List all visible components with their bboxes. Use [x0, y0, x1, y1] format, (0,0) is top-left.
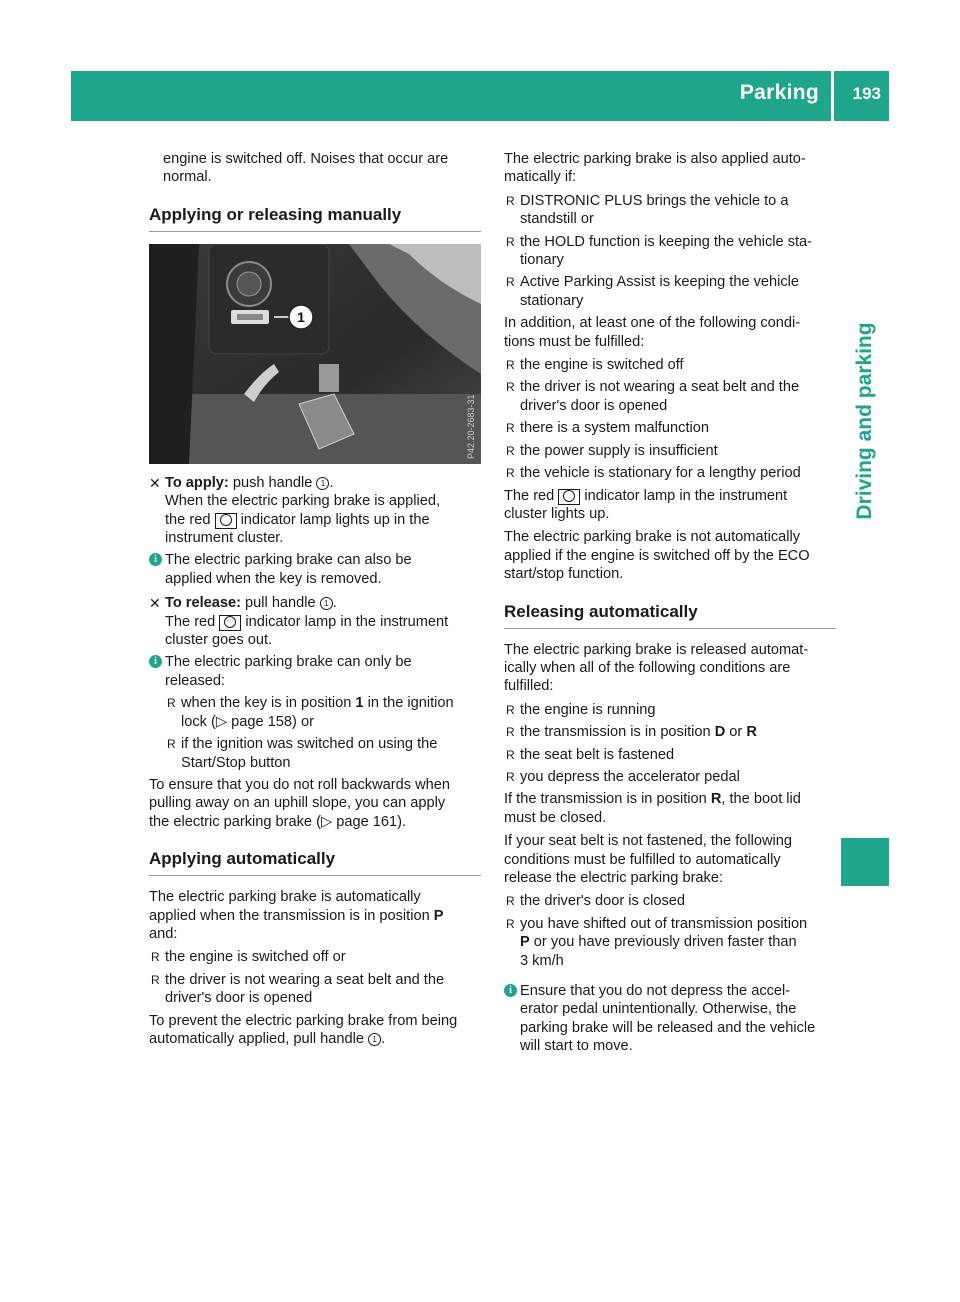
list-item: R the driver's door is closed — [504, 892, 836, 910]
list-item: R the driver is not wearing a seat belt and the driver's door is opened — [504, 378, 836, 415]
heading-auto-release: Releasing automatically — [504, 602, 836, 629]
page-ref-triangle-icon: ▷ — [215, 713, 228, 730]
info-icon: i — [149, 553, 162, 566]
intro-text: engine is switched off. Noises that occur are normal. — [163, 151, 449, 186]
list-item: R when the key is in position 1 in the ignition lock (▷ page 158) or — [165, 694, 481, 731]
info-note-release: i The electric parking brake can only be released: R when the key is in position 1 in the ignition lock (▷ page 158) or R if the ignition was switched on using the Start/Stop button — [149, 653, 481, 771]
page-reference-link[interactable]: page 158) or — [231, 713, 314, 730]
chapter-side-tab — [841, 238, 889, 603]
list-item: R the engine is running — [504, 701, 836, 719]
left-column — [149, 150, 481, 1053]
list-item: R the seat belt is fastened — [504, 746, 836, 764]
prevent-text: To prevent the electric parking brake from being automatically applied, pull handle 1 . — [149, 1012, 458, 1047]
info-icon: i — [504, 984, 517, 997]
also-applied-text: The electric parking brake is also applied auto- matically if: — [504, 151, 806, 186]
seat-belt-text: If your seat belt is not fastened, the following conditions must be fulfilled to automatically release the electric parking brake: — [504, 833, 792, 886]
parking-brake-lamp-icon — [215, 513, 237, 529]
list-item: R you depress the accelerator pedal — [504, 768, 836, 786]
right-column — [504, 150, 836, 1060]
list-item: R the engine is switched off or — [149, 948, 481, 966]
list-item: R the engine is switched off — [504, 356, 836, 374]
header-bar — [71, 71, 889, 121]
heading-manual: Applying or releasing manually — [149, 205, 481, 232]
list-item: R you have shifted out of transmission position P or you have previously driven faster than 3 km/h — [504, 915, 836, 970]
apply-step: ✕ To apply: push handle 1 . When the electric parking brake is applied, the red indicator lamp lights up in the instrument cluster. — [149, 474, 440, 547]
chapter-label: Driving and parking — [853, 321, 876, 520]
arrow-right-icon: ✕ — [149, 474, 161, 491]
roll-back-text: To ensure that you do not roll backwards when pulling away on an uphill slope, you can apply the electric parking brake (▷ page 161). — [149, 776, 450, 830]
parking-brake-handle-photo — [149, 244, 481, 464]
list-item: R the transmission is in position D or R — [504, 723, 836, 741]
conditions-text: In addition, at least one of the following condi- tions must be fulfilled: — [504, 315, 801, 350]
callout-1-icon: 1 — [368, 1033, 381, 1046]
section-title: Parking — [739, 81, 819, 104]
list-item: R DISTRONIC PLUS brings the vehicle to a standstill or — [504, 192, 836, 229]
list-item: R there is a system malfunction — [504, 419, 836, 437]
header-separator — [831, 71, 834, 121]
release-conditions-text: The electric parking brake is released automat- ically when all of the following conditions are fulfilled: — [504, 641, 809, 695]
callout-1-icon: 1 — [320, 597, 333, 610]
auto-apply-text: The electric parking brake is automatically applied when the transmission is in position P and: — [149, 889, 444, 942]
parking-brake-lamp-icon — [558, 489, 580, 505]
list-item: R if the ignition was switched on using the Start/Stop button — [165, 735, 481, 772]
heading-auto-apply: Applying automatically — [149, 849, 481, 876]
page-reference-link[interactable]: page 161). — [336, 813, 407, 830]
info-note-accelerator: i Ensure that you do not depress the accel- erator pedal unintentionally. Otherwise, the parking brake will be released and the vehicle will start to move. — [504, 982, 836, 1056]
list-item: R Active Parking Assist is keeping the vehicle stationary — [504, 273, 836, 310]
release-step: ✕ To release: pull handle 1 . The red indicator lamp in the instrument cluster goes out. — [149, 595, 449, 649]
page-ref-triangle-icon: ▷ — [320, 813, 333, 830]
lamp-lights-text: The red indicator lamp in the instrument cluster lights up. — [504, 487, 788, 522]
page-number: 193 — [852, 84, 881, 103]
list-item: R the power supply is insufficient — [504, 442, 836, 460]
arrow-right-icon: ✕ — [149, 595, 161, 612]
info-icon: i — [149, 655, 162, 668]
callout-1-icon: 1 — [316, 477, 329, 490]
eco-text: The electric parking brake is not automatically applied if the engine is switched off by the ECO start/stop function. — [504, 529, 810, 583]
boot-lid-text: If the transmission is in position R, the boot lid must be closed. — [504, 791, 801, 826]
info-note-key-removed: i The electric parking brake can also be applied when the key is removed. — [149, 551, 481, 588]
list-item: R the HOLD function is keeping the vehicle sta- tionary — [504, 233, 836, 270]
list-item: R the vehicle is stationary for a lengthy period — [504, 464, 836, 482]
parking-brake-lamp-icon — [219, 615, 241, 631]
figure-code: P42.20-2683-31 — [466, 394, 476, 459]
list-item: R the driver is not wearing a seat belt and the driver's door is opened — [149, 971, 481, 1008]
callout-1-icon: 1 — [297, 308, 305, 325]
chapter-color-block — [841, 838, 889, 886]
